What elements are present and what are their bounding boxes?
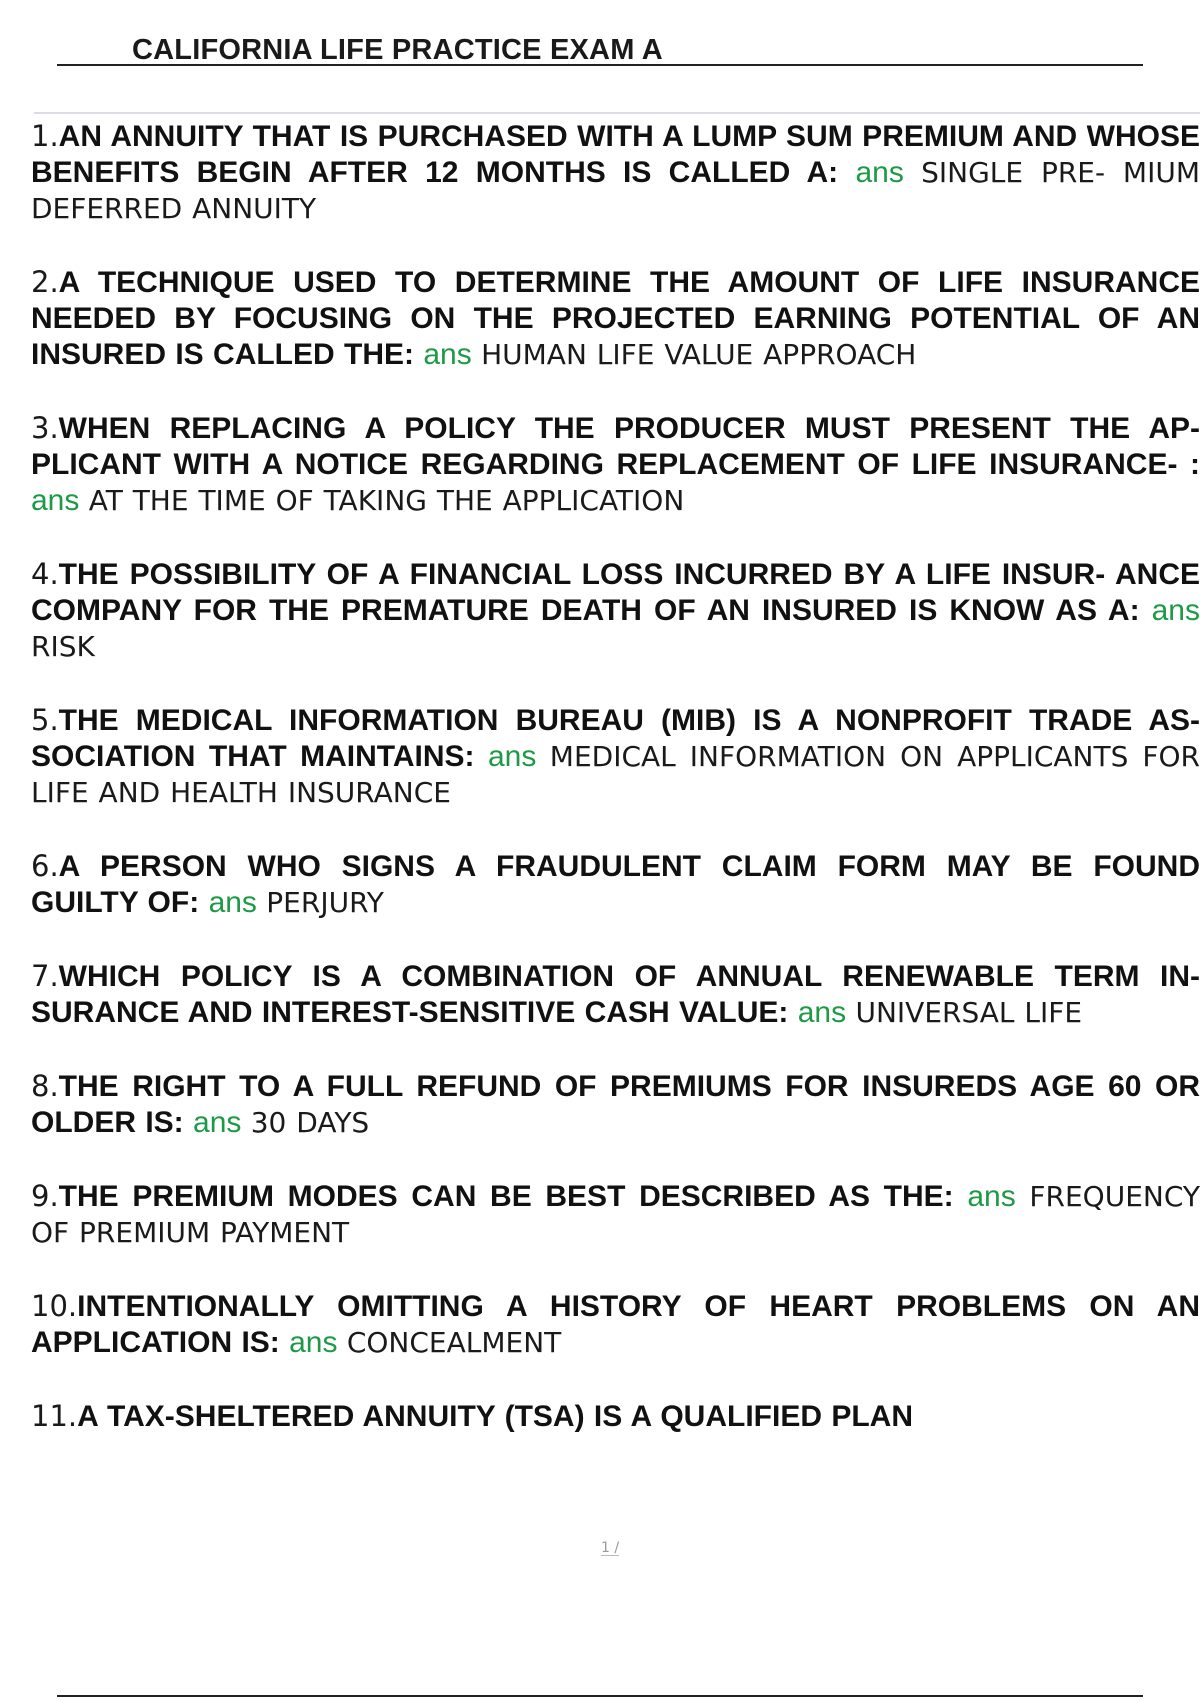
question-text: WHEN REPLACING A POLICY THE PRODUCER MUST PRESENT THE AP- PLICANT WITH A NOTICE REGARDING REPLACEMENT OF LIFE INSURANCE- : [31, 412, 1200, 481]
question-item [31, 556, 1200, 665]
question-item [31, 958, 1200, 1031]
question-number: 11. [31, 1399, 78, 1433]
answer-label: ans [193, 1106, 242, 1139]
answer-label: ans [967, 1180, 1016, 1213]
question-text: THE MEDICAL INFORMATION BUREAU (MIB) IS A NONPROFIT TRADE AS- SOCIATION THAT MAINTAINS: [31, 704, 1200, 773]
footer-divider [57, 1695, 1143, 1697]
answer-text: MEDICAL INFORMATION ON APPLICANTS FOR LIFE AND HEALTH INSURANCE [31, 740, 1200, 809]
question-text: THE POSSIBILITY OF A FINANCIAL LOSS INCURRED BY A LIFE INSUR- ANCE COMPANY FOR THE PREMATURE DEATH OF AN INSURED IS KNOW AS A: [31, 558, 1200, 627]
page-number: 1 / [601, 1540, 620, 1556]
answer-text: SINGLE PRE- MIUM DEFERRED ANNUITY [31, 156, 1200, 225]
question-text: AN ANNUITY THAT IS PURCHASED WITH A LUMP SUM PREMIUM AND WHOSE BENEFITS BEGIN AFTER 12 MONTHS IS CALLED A: [31, 120, 1200, 189]
question-number: 10. [31, 1289, 78, 1323]
question-item [31, 118, 1200, 227]
question-text: A PERSON WHO SIGNS A FRAUDULENT CLAIM FORM MAY BE FOUND GUILTY OF: [31, 850, 1200, 919]
answer-label: ans [797, 996, 847, 1029]
answer-label: ans [855, 156, 904, 189]
question-number: 5. [31, 703, 59, 737]
question-item [31, 702, 1200, 811]
answer-text: RISK [31, 630, 95, 663]
question-number: 6. [31, 849, 59, 883]
question-text: A TAX-SHELTERED ANNUITY (TSA) IS A QUALIFIED PLAN [77, 1400, 914, 1433]
title-divider [34, 112, 1200, 114]
question-text: INTENTIONALLY OMITTING A HISTORY OF HEART PROBLEMS ON AN APPLICATION IS: [31, 1290, 1200, 1359]
answer-label: ans [487, 740, 537, 773]
question-number: 7. [31, 959, 59, 993]
answer-text: 30 DAYS [250, 1106, 370, 1139]
answer-text: HUMAN LIFE VALUE APPROACH [481, 338, 917, 371]
question-number: 2. [31, 265, 59, 299]
header-bar [57, 28, 1143, 66]
question-item [31, 1398, 1200, 1435]
question-item [31, 848, 1200, 921]
answer-label: ans [31, 484, 80, 517]
answer-text: CONCEALMENT [346, 1326, 562, 1359]
question-item [31, 1068, 1200, 1141]
question-number: 3. [31, 411, 59, 445]
question-number: 9. [31, 1179, 59, 1213]
question-number: 8. [31, 1069, 59, 1103]
question-text: THE RIGHT TO A FULL REFUND OF PREMIUMS FOR INSUREDS AGE 60 OR OLDER IS: [31, 1070, 1200, 1139]
answer-text: FREQUENCY OF PREMIUM PAYMENT [31, 1180, 1200, 1249]
page-title: CALIFORNIA LIFE PRACTICE EXAM A [132, 34, 663, 66]
question-text: THE PREMIUM MODES CAN BE BEST DESCRIBED AS THE: [58, 1180, 954, 1213]
answer-text: PERJURY [266, 886, 384, 919]
answer-label: ans [1151, 594, 1200, 627]
question-list [31, 118, 1200, 1472]
answer-label: ans [423, 338, 472, 371]
question-text: WHICH POLICY IS A COMBINATION OF ANNUAL RENEWABLE TERM IN- SURANCE AND INTEREST-SENSITIVE CASH VALUE: [31, 960, 1200, 1029]
question-item [31, 264, 1200, 373]
question-number: 1. [31, 119, 59, 153]
answer-label: ans [208, 886, 257, 919]
question-item [31, 410, 1200, 519]
question-item [31, 1288, 1200, 1361]
question-item [31, 1178, 1200, 1251]
answer-label: ans [289, 1326, 338, 1359]
answer-text: UNIVERSAL LIFE [855, 996, 1083, 1029]
answer-text: AT THE TIME OF TAKING THE APPLICATION [88, 484, 685, 517]
question-text: A TECHNIQUE USED TO DETERMINE THE AMOUNT OF LIFE INSURANCE NEEDED BY FOCUSING ON THE PROJECTED EARNING POTENTIAL OF AN INSURED IS CALLED THE: [31, 266, 1200, 371]
question-number: 4. [31, 557, 59, 591]
